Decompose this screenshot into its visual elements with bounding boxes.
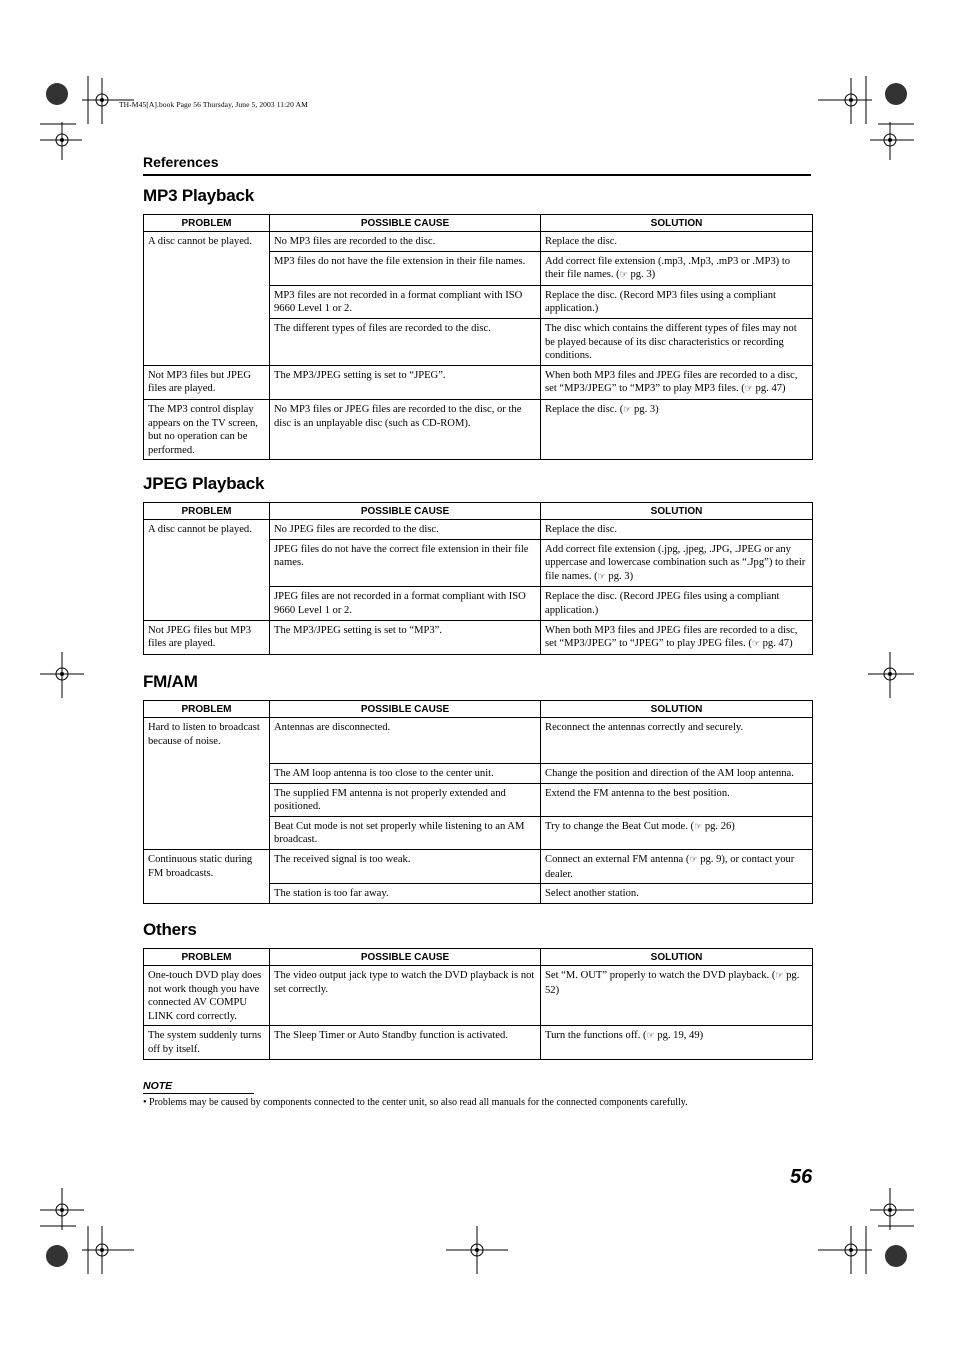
solution-cell: Replace the disc. (Record JPEG files using a compliant application.) — [541, 587, 813, 620]
problem-cell: Not JPEG files but MP3 files are played. — [144, 620, 270, 654]
solution-cell: Add correct file extension (.jpg, .jpeg, .JPG, .JPEG or any uppercase and lowercase combination such as “.Jpg”) to their file names. (☞ pg. 3) — [541, 539, 813, 587]
cause-cell: JPEG files are not recorded in a format compliant with ISO 9660 Level 1 or 2. — [270, 587, 541, 620]
mp3-table — [143, 214, 813, 460]
table-row — [144, 1026, 813, 1059]
solution-cell: Replace the disc. (☞ pg. 3) — [541, 399, 813, 459]
cause-cell: The received signal is too weak. — [270, 849, 541, 883]
header-problem: PROBLEM — [144, 949, 270, 966]
reference-icon: ☞ — [694, 821, 703, 832]
solution-cell: Replace the disc. — [541, 520, 813, 540]
mp3-title: MP3 Playback — [143, 186, 254, 205]
reference-icon: ☞ — [623, 404, 632, 415]
table-row — [144, 365, 813, 399]
cause-cell: No JPEG files are recorded to the disc. — [270, 520, 541, 540]
solution-cell: Replace the disc. (Record MP3 files using a compliant application.) — [541, 285, 813, 318]
solution-cell: Select another station. — [541, 884, 813, 904]
section-header-label: References — [143, 154, 219, 170]
reference-icon: ☞ — [597, 571, 606, 582]
table-row — [144, 718, 813, 764]
table-row — [144, 232, 813, 252]
problem-cell: One-touch DVD play does not work though you have connected AV COMPU LINK cord correctly. — [144, 966, 270, 1026]
cause-cell: The different types of files are recorded to the disc. — [270, 318, 541, 365]
cause-cell: Beat Cut mode is not set properly while listening to an AM broadcast. — [270, 816, 541, 849]
problem-cell: Continuous static during FM broadcasts. — [144, 849, 270, 903]
solution-cell: Connect an external FM antenna (☞ pg. 9), or contact your dealer. — [541, 849, 813, 883]
cause-cell: MP3 files are not recorded in a format compliant with ISO 9660 Level 1 or 2. — [270, 285, 541, 318]
solution-cell: The disc which contains the different types of files may not be played because of its disc characteristics or recording conditions. — [541, 318, 813, 365]
note-text: • Problems may be caused by components connected to the center unit, so also read all manuals for the connected components carefully. — [143, 1097, 688, 1108]
section-header — [143, 152, 811, 176]
cause-cell: The AM loop antenna is too close to the center unit. — [270, 764, 541, 784]
problem-cell: Hard to listen to broadcast because of noise. — [144, 718, 270, 850]
reference-icon: ☞ — [751, 639, 760, 650]
header-problem: PROBLEM — [144, 215, 270, 232]
problem-cell: A disc cannot be played. — [144, 520, 270, 621]
cause-cell: MP3 files do not have the file extension in their file names. — [270, 251, 541, 285]
note-label: NOTE — [143, 1080, 254, 1094]
cause-cell: The MP3/JPEG setting is set to “JPEG”. — [270, 365, 541, 399]
header-cause: POSSIBLE CAUSE — [270, 949, 541, 966]
table-row — [144, 520, 813, 540]
cause-cell: The MP3/JPEG setting is set to “MP3”. — [270, 620, 541, 654]
header-cause: POSSIBLE CAUSE — [270, 503, 541, 520]
cause-cell: The Sleep Timer or Auto Standby function is activated. — [270, 1026, 541, 1059]
problem-cell: The MP3 control display appears on the TV screen, but no operation can be performed. — [144, 399, 270, 459]
reference-icon: ☞ — [744, 384, 753, 395]
reference-icon: ☞ — [689, 854, 698, 865]
table-row — [144, 620, 813, 654]
print-slug: TH-M45[A].book Page 56 Thursday, June 5, 2003 11:20 AM — [119, 100, 308, 109]
problem-cell: Not MP3 files but JPEG files are played. — [144, 365, 270, 399]
header-cause: POSSIBLE CAUSE — [270, 701, 541, 718]
header-solution: SOLUTION — [541, 215, 813, 232]
table-row — [144, 399, 813, 459]
reference-icon: ☞ — [619, 270, 628, 281]
fmam-title: FM/AM — [143, 672, 198, 691]
solution-cell: Replace the disc. — [541, 232, 813, 252]
others-title: Others — [143, 920, 197, 939]
solution-cell: When both MP3 files and JPEG files are recorded to a disc, set “MP3/JPEG” to “JPEG” to play JPEG files. (☞ pg. 47) — [541, 620, 813, 654]
cause-cell: JPEG files do not have the correct file extension in their file names. — [270, 539, 541, 587]
header-solution: SOLUTION — [541, 949, 813, 966]
solution-cell: Turn the functions off. (☞ pg. 19, 49) — [541, 1026, 813, 1059]
header-solution: SOLUTION — [541, 503, 813, 520]
problem-cell: The system suddenly turns off by itself. — [144, 1026, 270, 1059]
solution-cell: Extend the FM antenna to the best position. — [541, 783, 813, 816]
solution-cell: Add correct file extension (.mp3, .Mp3, .mP3 or .MP3) to their file names. (☞ pg. 3) — [541, 251, 813, 285]
solution-cell: Set “M. OUT” properly to watch the DVD playback. (☞ pg. 52) — [541, 966, 813, 1026]
solution-cell: Try to change the Beat Cut mode. (☞ pg. 26) — [541, 816, 813, 849]
reference-icon: ☞ — [646, 1031, 655, 1042]
problem-cell: A disc cannot be played. — [144, 232, 270, 366]
header-problem: PROBLEM — [144, 701, 270, 718]
jpeg-title: JPEG Playback — [143, 474, 265, 493]
page-number: 56 — [790, 1166, 813, 1188]
table-row — [144, 966, 813, 1026]
solution-cell: When both MP3 files and JPEG files are recorded to a disc, set “MP3/JPEG” to “MP3” to play MP3 files. (☞ pg. 47) — [541, 365, 813, 399]
cause-cell: Antennas are disconnected. — [270, 718, 541, 764]
cause-cell: No MP3 files or JPEG files are recorded to the disc, or the disc is an unplayable disc (such as CD-ROM). — [270, 399, 541, 459]
fmam-table — [143, 700, 813, 904]
header-solution: SOLUTION — [541, 701, 813, 718]
cause-cell: The video output jack type to watch the DVD playback is not set correctly. — [270, 966, 541, 1026]
header-problem: PROBLEM — [144, 503, 270, 520]
solution-cell: Reconnect the antennas correctly and securely. — [541, 718, 813, 764]
others-table — [143, 948, 813, 1060]
reference-icon: ☞ — [775, 971, 784, 981]
header-cause: POSSIBLE CAUSE — [270, 215, 541, 232]
solution-cell: Change the position and direction of the AM loop antenna. — [541, 764, 813, 784]
table-row — [144, 849, 813, 883]
cause-cell: The supplied FM antenna is not properly extended and positioned. — [270, 783, 541, 816]
jpeg-table — [143, 502, 813, 655]
cause-cell: The station is too far away. — [270, 884, 541, 904]
cause-cell: No MP3 files are recorded to the disc. — [270, 232, 541, 252]
